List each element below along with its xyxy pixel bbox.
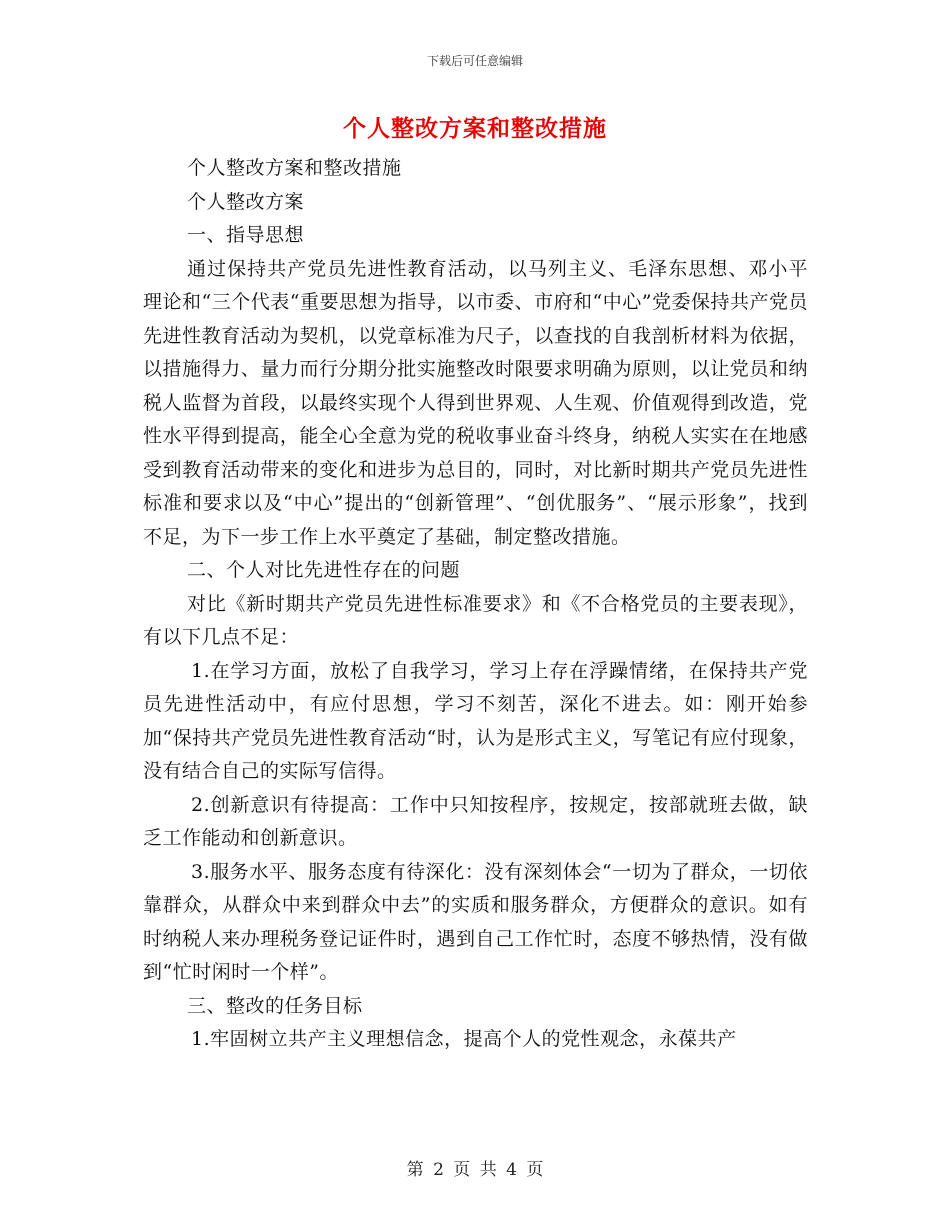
section-heading-problems: 二、个人对比先进性存在的问题 <box>187 559 461 581</box>
page-header: 下载后可任意编辑 <box>426 54 523 68</box>
section-heading-goals: 三、整改的任务目标 <box>187 994 363 1017</box>
page-number: 第 2 页 共 4 页 <box>406 1160 544 1180</box>
section-heading: 个人整改方案 <box>187 190 305 213</box>
list-item: 1.在学习方面，放松了自我学习，学习上存在浮躁情绪，在保持共产党员先进性活动中，有应付思想，学习不刻苦，深化不进去。如：刚开始参加“保持共产党员先进性教育活动“时，认为是形式主义，写笔记有应付现象，没有结合自己的实际写信得。 <box>143 659 808 782</box>
body-paragraph: 通过保持共产党员先进性教育活动，以马列主义、毛泽东思想、邓小平理论和“三个代表“重要思想为指导，以市委、市府和“中心”党委保持共产党员先进性教育活动为契机，以党章标准为尺子，以查找的自我剖析材料为依据，以措施得力、量力而行分期分批实施整改时限要求明确为原则，以让党员和纳税人监督为首段，以最终实现个人得到世界观、人生观、价值观得到改造，党性水平得到提高，能全心全意为党的税收事业奋斗终身，纳税人实实在在地感受到教育活动带来的变化和进步为总目的，同时，对比新时期共产党员先进性标准和要求以及“中心”提出的“创新管理”、“创优服务”、“展示形象”，找到不足，为下一步工作上水平奠定了基础，制定整改措施。 <box>143 257 808 548</box>
list-item: 2.创新意识有待提高：工作中只知按程序，按规定，按部就班去做，缺乏工作能动和创新意识。 <box>143 793 808 849</box>
list-item: 1.牢固树立共产主义理想信念，提高个人的党性观念，永葆共产 <box>191 1028 737 1050</box>
document-title: 个人整改方案和整改措施 <box>343 115 607 142</box>
subtitle-paragraph: 个人整改方案和整改措施 <box>187 157 402 179</box>
document-body <box>143 152 808 1057</box>
section-heading-guiding: 一、指导思想 <box>187 224 305 246</box>
body-paragraph: 对比《新时期共产党员先进性标准要求》和《不合格党员的主要表现》，有以下几点不足： <box>143 592 808 648</box>
list-item: 3.服务水平、服务态度有待深化：没有深刻体会“一切为了群众，一切依靠群众，从群众中来到群众中去”的实质和服务群众，方便群众的意识。如有时纳税人来办理税务登记证件时，遇到自己工作忙时，态度不够热情，没有做到“忙时闲时一个样”。 <box>143 860 808 983</box>
